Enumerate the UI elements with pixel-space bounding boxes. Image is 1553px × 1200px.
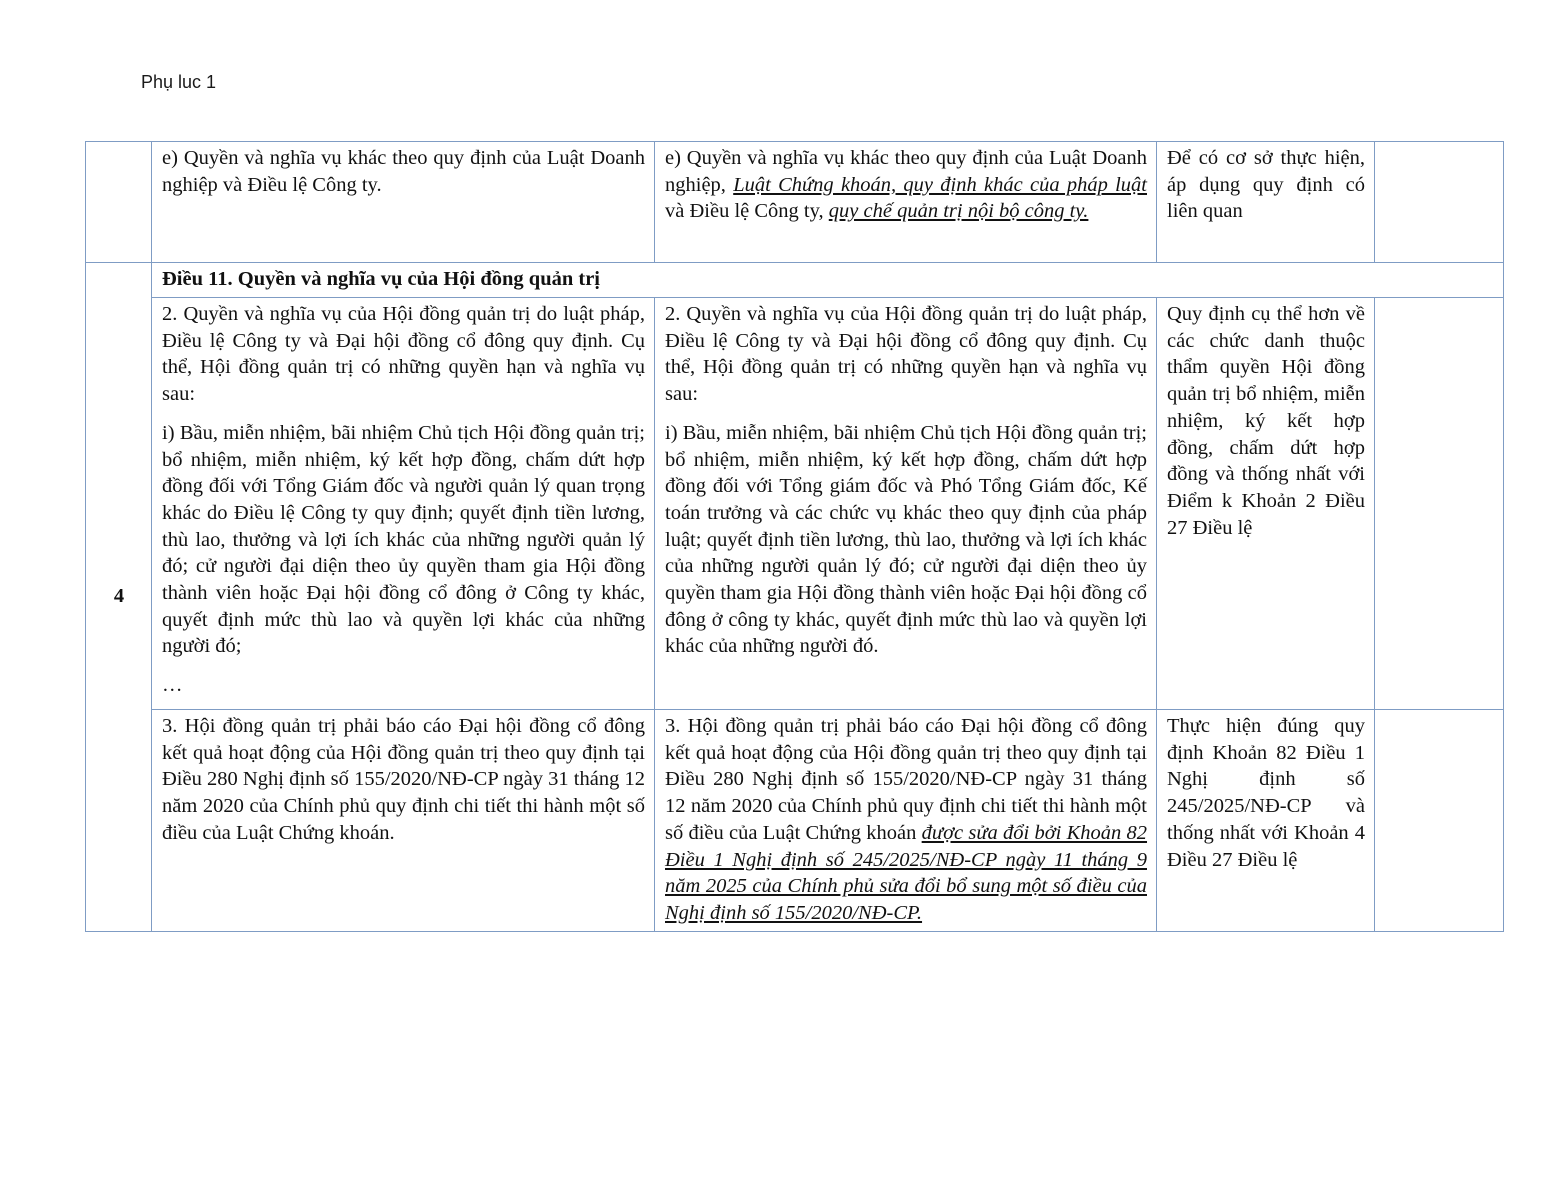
proposed-text — [665, 713, 1147, 927]
table-row — [86, 263, 1504, 298]
current-text-cell — [152, 298, 655, 710]
note-cell — [1375, 298, 1504, 710]
reason-cell — [1157, 142, 1375, 263]
current-text: i) Bầu, miễn nhiệm, bãi nhiệm Chủ tịch Hội đồng quản trị; bổ nhiệm, miễn nhiệm, ký kết hợp đồng, chấm dứt hợp đồng đối với Tổng Giám đốc và người quản lý quan trọng khác do Điều lệ Công ty quy định; quyết định tiền lương, thù lao, thưởng và lợi ích khác của những người quản lý đó; cử người đại diện theo ủy quyền tham gia Hội đồng thành viên hoặc Đại hội đồng cổ đông ở Công ty khác, quyết định mức thù lao và quyền lợi khác của những người đó; — [162, 421, 645, 658]
proposed-amendment-underlined: Luật Chứng khoán, quy định khác của pháp luật — [733, 173, 1147, 196]
reason-text: Quy định cụ thể hơn về các chức danh thuộc thẩm quyền Hội đồng quản trị bổ nhiệm, miễn nhiệm, ký kết hợp đồng, chấm dứt hợp đồng và thống nhất với Điểm k Khoản 2 Điều 27 Điều lệ — [1167, 303, 1365, 539]
note-cell — [1375, 142, 1504, 263]
proposed-text-cell — [655, 298, 1157, 710]
current-text: e) Quyền và nghĩa vụ khác theo quy định của Luật Doanh nghiệp và Điều lệ Công ty. — [162, 147, 645, 196]
reason-cell — [1157, 710, 1375, 932]
page-header: Phụ luc 1 — [141, 72, 217, 92]
proposed-amendment-underlined: được sửa đổi bởi Khoản 82 Điều 1 Nghị định số 245/2025/NĐ-CP ngày 11 tháng 9 năm 2025 của Chính phủ sửa đổi bổ sung một số điều của Nghị định số 155/2020/NĐ-CP. — [665, 821, 1148, 924]
proposed-text-part: và Điều lệ Công ty, — [665, 200, 824, 223]
proposed-amendment-underlined: quy chế quản trị nội bộ công ty. — [828, 200, 1089, 223]
table-row — [86, 142, 1504, 263]
row-number-cell — [86, 142, 152, 263]
proposed-text-part: 3. Hội đồng quản trị phải báo cáo Đại hội đồng cổ đông kết quả hoạt động của Hội đồng quản trị theo quy định tại Điều 280 Nghị định số 155/2020/NĐ-CP ngày 31 tháng 12 năm 2020 của Chính phủ quy định chi tiết thi hành một số điều của Luật Chứng khoán — [665, 715, 1147, 844]
proposed-text-part: e) Quyền và nghĩa vụ khác theo quy định của Luật Doanh nghiệp, — [665, 147, 1147, 196]
reason-text: Để có cơ sở thực hiện, áp dụng quy định có liên quan — [1167, 147, 1365, 223]
table-row — [86, 298, 1504, 710]
reason-cell — [1157, 298, 1375, 710]
note-cell — [1375, 710, 1504, 932]
proposed-text: 2. Quyền và nghĩa vụ của Hội đồng quản trị do luật pháp, Điều lệ Công ty và Đại hội đồng cổ đông quy định. Cụ thể, Hội đồng quản trị có những quyền hạn và nghĩa vụ sau: — [665, 303, 1147, 406]
proposed-text-cell — [655, 710, 1157, 932]
amendment-table — [85, 141, 1504, 932]
current-text: 3. Hội đồng quản trị phải báo cáo Đại hội đồng cổ đông kết quả hoạt động của Hội đồng quản trị theo quy định tại Điều 280 Nghị định số 155/2020/NĐ-CP ngày 31 tháng 12 năm 2020 của Chính phủ quy định chi tiết thi hành một số điều của Luật Chứng khoán. — [162, 715, 645, 844]
reason-text: Thực hiện đúng quy định Khoản 82 Điều 1 Nghị định số 245/2025/NĐ-CP và thống nhất với Khoản 4 Điều 27 Điều lệ — [1167, 715, 1365, 871]
proposed-text — [665, 145, 1147, 225]
current-text: 2. Quyền và nghĩa vụ của Hội đồng quản trị do luật pháp, Điều lệ Công ty và Đại hội đồng cổ đông quy định. Cụ thể, Hội đồng quản trị có những quyền hạn và nghĩa vụ sau: — [162, 303, 645, 406]
section-heading: Điều 11. Quyền và nghĩa vụ của Hội đồng quản trị — [152, 263, 1504, 298]
current-ellipsis: … — [162, 674, 183, 697]
proposed-text-cell — [655, 142, 1157, 263]
current-text-cell — [152, 710, 655, 932]
current-text-cell — [152, 142, 655, 263]
table-row — [86, 710, 1504, 932]
section-number: 4 — [86, 263, 152, 932]
proposed-text: i) Bầu, miễn nhiệm, bãi nhiệm Chủ tịch Hội đồng quản trị; bổ nhiệm, miễn nhiệm, ký kết hợp đồng, chấm dứt hợp đồng đối với Tổng giám đốc và Phó Tổng Giám đốc, Kế toán trưởng và các chức vụ khác theo quy định của pháp luật; quyết định tiền lương, thù lao, thưởng và lợi ích khác của những người quản lý đó; cử người đại diện theo ủy quyền tham gia Hội đồng thành viên hoặc Đại hội đồng cổ đông ở công ty khác, quyết định mức thù lao và quyền lợi khác của những người đó. — [665, 421, 1147, 658]
